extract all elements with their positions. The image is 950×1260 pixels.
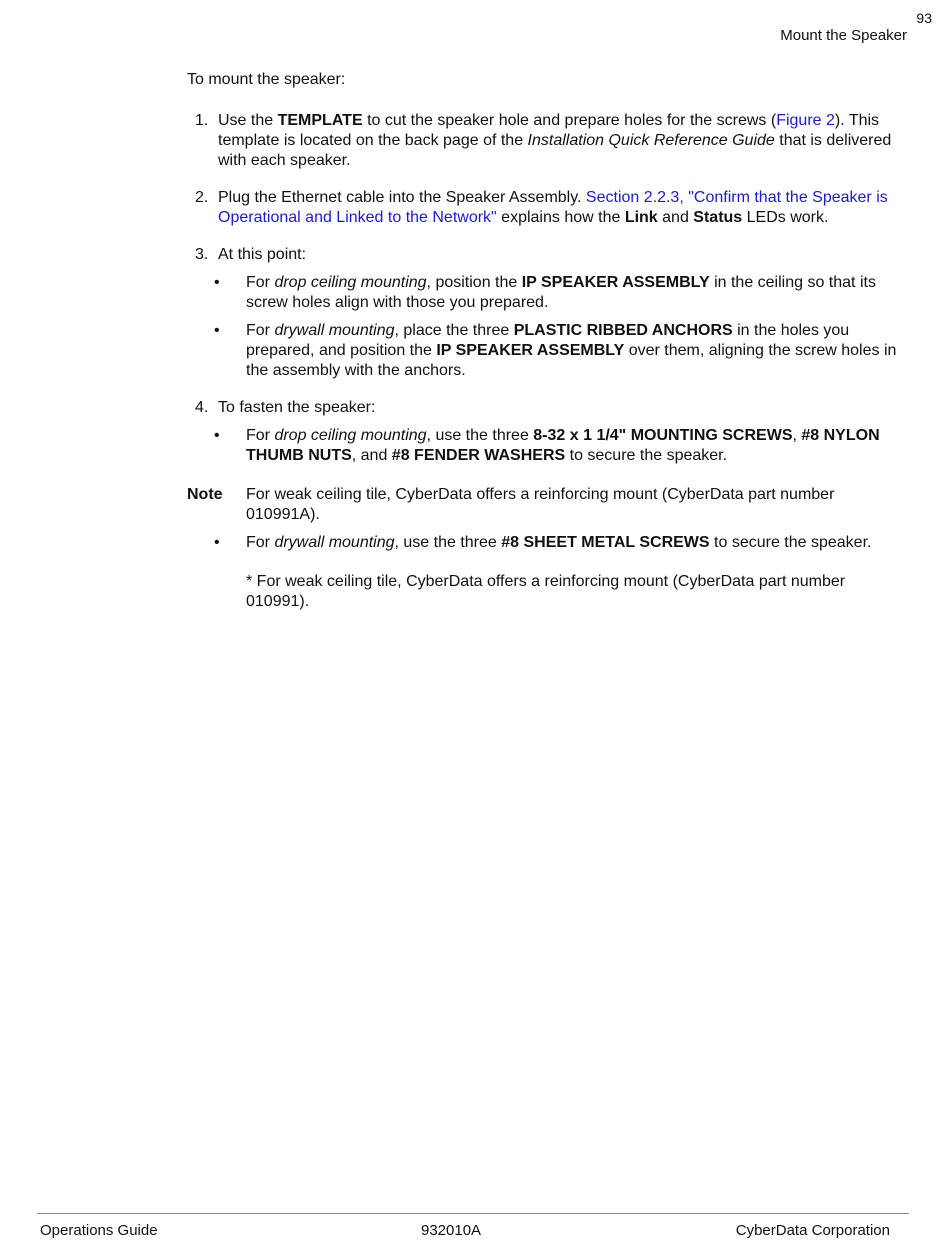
bold-term: IP SPEAKER ASSEMBLY (521, 274, 710, 291)
text: ). This template is located on the back page of the (218, 112, 880, 149)
after-note-list (187, 533, 912, 553)
bullet-icon: • (214, 274, 220, 291)
italic-term: drop ceiling mounting (274, 274, 427, 291)
italic-term: drop ceiling mounting (274, 427, 427, 444)
italic-term: drywall mounting (274, 322, 395, 339)
text: For (246, 322, 275, 339)
bold-term: Status (693, 209, 743, 226)
bold-term: IP SPEAKER ASSEMBLY (436, 342, 625, 359)
bullet-icon: • (214, 427, 220, 444)
step-4 (187, 398, 912, 466)
text: To fasten the speaker: (218, 399, 376, 416)
text: , (792, 427, 802, 444)
text: , place the three (394, 322, 514, 339)
text: LEDs work. (742, 209, 829, 226)
note-label: Note (187, 486, 223, 503)
step-number: 3. (195, 246, 209, 263)
footer-left: Operations Guide (40, 1222, 158, 1239)
bullet-icon: • (214, 534, 220, 551)
text: , and (351, 447, 392, 464)
text: Plug the Ethernet cable into the Speaker Assembly. (218, 189, 586, 206)
text: For (246, 427, 275, 444)
step-number: 1. (195, 112, 209, 129)
text: over them, aligning the screw holes in the assembly with the anchors. (246, 342, 897, 379)
text: to secure the speaker. (565, 447, 728, 464)
text: that is delivered with each speaker. (218, 132, 892, 169)
text: in the holes you prepared, and position the (246, 322, 850, 359)
list-item (214, 273, 912, 313)
header-section-title: Mount the Speaker (780, 27, 907, 44)
step-number: 2. (195, 189, 209, 206)
text: , use the three (394, 534, 502, 551)
footnote-text: * For weak ceiling tile, CyberData offers a reinforcing mount (CyberData part number 010991). (246, 573, 846, 610)
note-block (187, 485, 912, 525)
text: explains how the (496, 209, 625, 226)
guide-title: Installation Quick Reference Guide (527, 132, 775, 149)
step-2 (187, 188, 912, 228)
text: and (657, 209, 694, 226)
text: in the ceiling so that its screw holes align with those you prepared. (246, 274, 876, 311)
figure-link[interactable]: Figure 2 (776, 112, 835, 129)
text: For (246, 274, 275, 291)
text: For (246, 534, 275, 551)
list-item (214, 321, 912, 381)
bold-term: TEMPLATE (277, 112, 363, 129)
bullet-icon: • (214, 322, 220, 339)
text: to secure the speaker. (709, 534, 872, 551)
list-item (214, 533, 912, 553)
text: Use the (218, 112, 278, 129)
text: to cut the speaker hole and prepare holes for the screws ( (362, 112, 777, 129)
bold-term: #8 FENDER WASHERS (391, 447, 566, 464)
step-3 (187, 245, 912, 381)
bold-term: Link (624, 209, 658, 226)
bold-term: #8 SHEET METAL SCREWS (501, 534, 710, 551)
bold-term: PLASTIC RIBBED ANCHORS (513, 322, 733, 339)
step-1 (187, 111, 912, 171)
text: At this point: (218, 246, 307, 263)
list-item (214, 426, 912, 466)
text: , use the three (426, 427, 534, 444)
header-page-number: 93 (916, 10, 932, 26)
footer-divider (37, 1213, 909, 1214)
step-number: 4. (195, 399, 209, 416)
italic-term: drywall mounting (274, 534, 395, 551)
page-body (187, 70, 912, 612)
footer-center: 932010A (421, 1222, 482, 1239)
text: , position the (426, 274, 522, 291)
section-link[interactable]: Section 2.2.3, "Confirm that the Speaker is Operational and Linked to the Network" (218, 189, 888, 226)
footer-right: CyberData Corporation (735, 1222, 890, 1239)
bold-term: 8-32 x 1 1/4" MOUNTING SCREWS (533, 427, 793, 444)
bold-term: #8 NYLON THUMB NUTS (246, 427, 880, 464)
intro-text: To mount the speaker: (187, 71, 346, 88)
note-text: For weak ceiling tile, CyberData offers a reinforcing mount (CyberData part number 010991A). (246, 486, 835, 523)
